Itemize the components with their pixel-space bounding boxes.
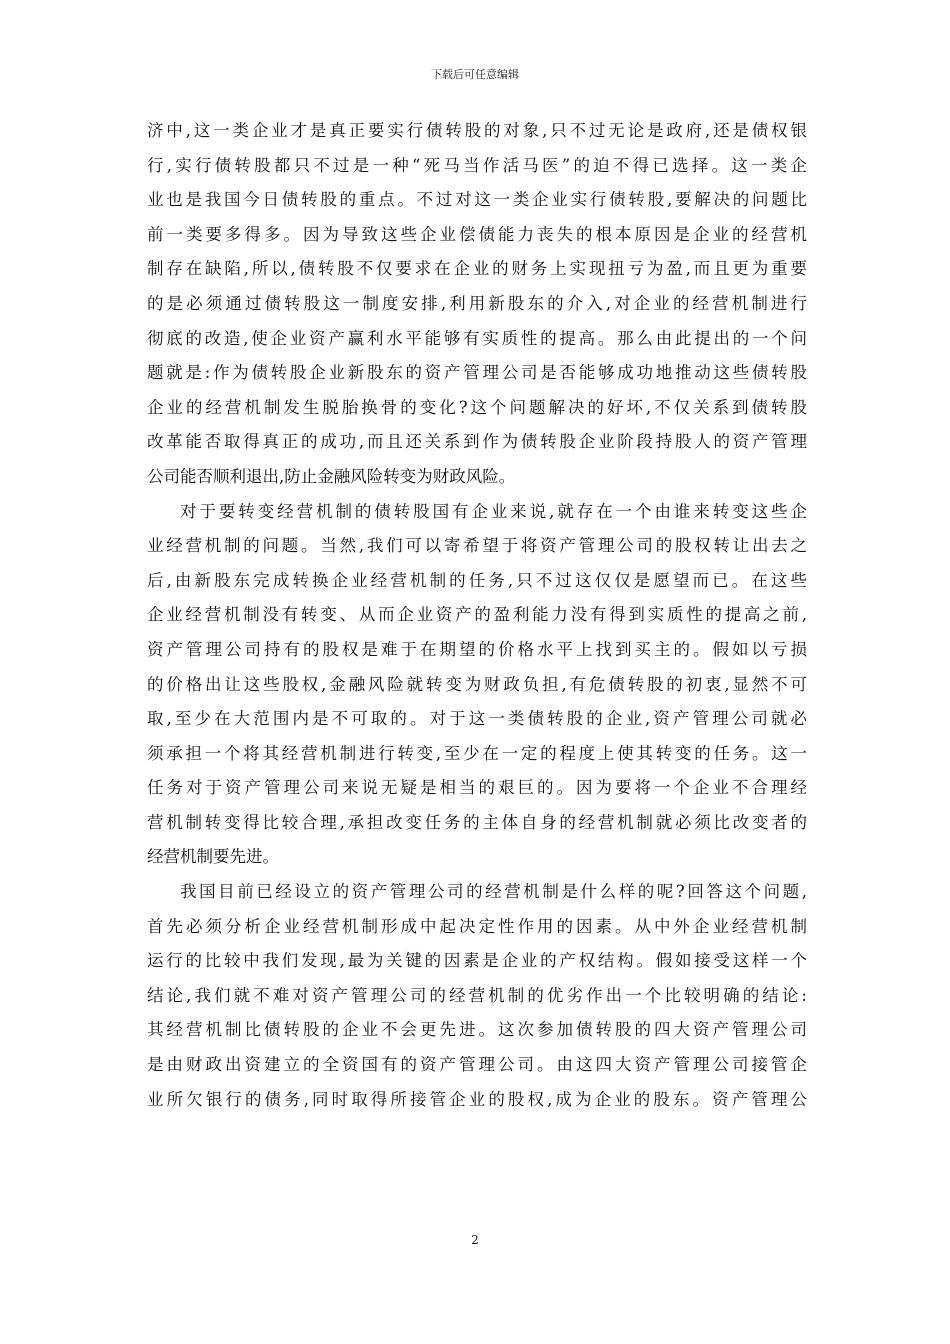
- text-line: 彻底的改造,使企业资产赢利水平能够有实质性的提高。那么由此提出的一个问: [147, 328, 807, 348]
- text-line: 公司能否顺利退出,防止金融风险转变为财政风险。: [147, 466, 516, 486]
- text-line: 营机制转变得比较合理,承担改变任务的主体自身的经营机制就必须比改变者的: [147, 812, 807, 832]
- text-line: 的价格出让这些股权,金融风险就转变为财政负担,有危债转股的初衷,显然不可: [147, 674, 807, 694]
- text-line: 其经营机制比债转股的企业不会更先进。这次参加债转股的四大资产管理公司: [147, 1020, 807, 1040]
- paragraph: [147, 495, 807, 876]
- text-line: 经营机制要先进。: [147, 847, 279, 867]
- page-number: 2: [471, 1233, 479, 1247]
- text-line: 取,至少在大范围内是不可取的。对于这一类债转股的企业,资产管理公司就必: [147, 709, 807, 729]
- text-line: 改革能否取得真正的成功,而且还关系到作为债转股企业阶段持股人的资产管理: [147, 432, 807, 452]
- text-line: 题就是:作为债转股企业新股东的资产管理公司是否能够成功地推动这些债转股: [147, 363, 807, 383]
- text-line: 我国目前已经设立的资产管理公司的经营机制是什么样的呢?回答这个问题,: [180, 882, 807, 902]
- text-line: 制存在缺陷,所以,债转股不仅要求在企业的财务上实现扭亏为盈,而且更为重要: [147, 259, 807, 279]
- page-header: 下载后可任意编辑: [431, 68, 519, 81]
- text-line: 的是必须通过债转股这一制度安排,利用新股东的介入,对企业的经营机制进行: [147, 293, 807, 313]
- text-line: 前一类要多得多。因为导致这些企业偿债能力丧失的根本原因是企业的经营机: [147, 224, 807, 244]
- text-line: 资产管理公司持有的股权是难于在期望的价格水平上找到买主的。假如以亏损: [147, 639, 807, 659]
- text-line: 济中,这一类企业才是真正要实行债转股的对象,只不过无论是政府,还是债权银: [147, 121, 807, 140]
- text-line: 行,实行债转股都只不过是一种“死马当作活马医”的迫不得已选择。这一类企: [147, 155, 807, 175]
- text-line: 运行的比较中我们发现,最为关键的因素是企业的产权结构。假如接受这样一个: [147, 951, 807, 971]
- text-line: 结论,我们就不难对资产管理公司的经营机制的优劣作出一个比较明确的结论:: [147, 985, 807, 1005]
- text-line: 须承担一个将其经营机制进行转变,至少在一定的程度上使其转变的任务。这一: [147, 743, 807, 763]
- text-line: 任务对于资产管理公司来说无疑是相当的艰巨的。因为要将一个企业不合理经: [147, 778, 807, 798]
- text-line: 业也是我国今日债转股的重点。不过对这一类企业实行债转股,要解决的问题比: [147, 190, 807, 210]
- body-text: [147, 114, 807, 1117]
- text-line: 首先必须分析企业经营机制形成中起决定性作用的因素。从中外企业经营机制: [147, 916, 807, 936]
- paragraph: [147, 875, 807, 1117]
- text-line: 企业经营机制没有转变、从而企业资产的盈利能力没有得到实质性的提高之前,: [147, 605, 807, 625]
- text-line: 后,由新股东完成转换企业经营机制的任务,只不过这仅仅是愿望而已。在这些: [147, 570, 807, 590]
- text-line: 业所欠银行的债务,同时取得所接管企业的股权,成为企业的股东。资产管理公: [147, 1089, 807, 1109]
- text-line: 对于要转变经营机制的债转股国有企业来说,就存在一个由谁来转变这些企: [180, 501, 807, 521]
- text-line: 企业的经营机制发生脱胎换骨的变化?这个问题解决的好坏,不仅关系到债转股: [147, 397, 807, 417]
- paragraph: [147, 114, 807, 495]
- text-line: 是由财政出资建立的全资国有的资产管理公司。由这四大资产管理公司接管企: [147, 1055, 807, 1075]
- text-line: 业经营机制的问题。当然,我们可以寄希望于将资产管理公司的股权转让出去之: [147, 536, 807, 556]
